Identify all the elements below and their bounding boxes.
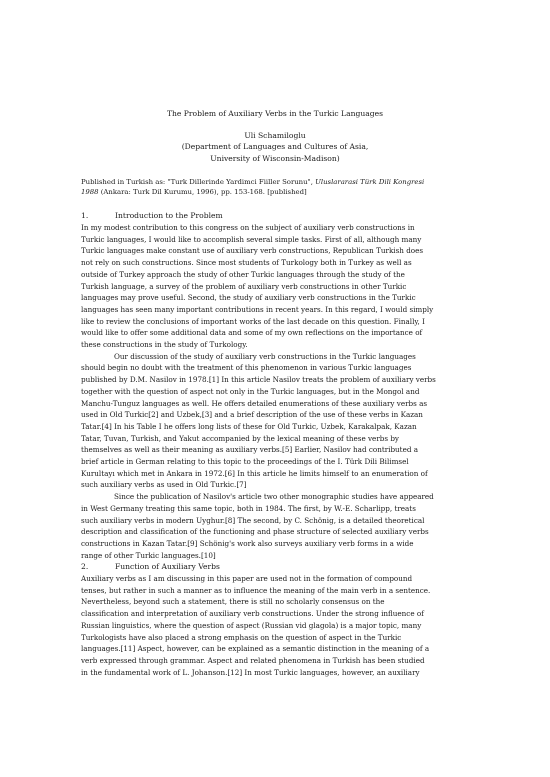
publication-note-text: Published in Turkish as: "Turk Dillerinde Yardimci Fiiller Sorunu", xyxy=(81,178,316,186)
text-line: such auxiliary verbs in modern Uyghur.[8] The second, by C. Schönig, is a detailed theoretical xyxy=(81,515,425,525)
text-line: languages.[11] Aspect, however, can be explained as a semantic distinction in the meaning of a xyxy=(81,644,430,654)
paper-title: The Problem of Auxiliary Verbs in the Turkic Languages xyxy=(166,109,384,118)
text-line: constructions in Kazan Tatar.[9] Schönig's work also surveys auxiliary verb forms in a wide xyxy=(81,538,414,548)
text-line: verb expressed through grammar. Aspect and related phenomena in Turkish has been studied xyxy=(81,655,425,665)
publication-note-italic-year: 1988 xyxy=(81,188,99,196)
section-heading-2 xyxy=(81,562,220,572)
text-line: classification and interpretation of auxiliary verb constructions. Under the strong influence of xyxy=(81,609,424,619)
section-title: Introduction to the Problem xyxy=(115,211,223,220)
text-line: Tatar.[4] In his Table I he offers long lists of these for Old Turkic, Uzbek, Karakalpak, Kazan xyxy=(81,421,417,431)
section-title: Function of Auxiliary Verbs xyxy=(115,562,220,571)
text-line: in West Germany treating this same topic, both in 1984. The first, by W.-E. Scharlipp, treats xyxy=(81,503,416,513)
text-line: range of other Turkic languages.[10] xyxy=(81,550,216,560)
publication-note-line-1 xyxy=(81,177,481,187)
author-affiliation-line-1: (Department of Languages and Cultures of Asia, xyxy=(181,142,369,151)
text-line: such auxiliary verbs as used in Old Turkic.[7] xyxy=(81,480,247,490)
text-line: in the fundamental work of L. Johanson.[12] In most Turkic languages, however, an auxiliary xyxy=(81,667,420,677)
text-line: Turkologists have also placed a strong emphasis on the question of aspect in the Turkic xyxy=(81,632,402,642)
text-line: themselves as well as their meaning as auxiliary verbs.[5] Earlier, Nasilov had contributed a xyxy=(81,445,418,455)
text-line: description and classification of the functioning and phase structure of selected auxiliary verbs xyxy=(81,527,429,537)
text-line: outside of Turkey approach the study of other Turkic languages through the study of the xyxy=(81,269,405,279)
text-line: Since the publication of Nasilov's article two other monographic studies have appeared xyxy=(114,492,434,502)
text-line: Turkic languages make constant use of auxiliary verb constructions, Republican Turkish does xyxy=(81,246,424,256)
text-line: used in Old Turkic[2] and Uzbek,[3] and a brief description of the use of these verbs in Kazan xyxy=(81,410,423,420)
text-line: Nevertheless, beyond such a statement, there is still no scholarly consensus on the xyxy=(81,597,385,607)
text-line: Turkic languages, I would like to accomplish several simple tasks. First of all, although many xyxy=(81,234,422,244)
text-line: should begin no doubt with the treatment of this phenomenon in various Turkic languages xyxy=(81,363,412,373)
author-affiliation-line-2: University of Wisconsin-Madison) xyxy=(210,154,340,163)
text-line: Tatar, Tuvan, Turkish, and Yakut accompanied by the lexical meaning of these verbs by xyxy=(81,433,399,443)
text-line: not rely on such constructions. Since most students of Turkology both in Turkey as well as xyxy=(81,258,412,268)
text-line: languages may prove useful. Second, the study of auxiliary verb constructions in the Turkic xyxy=(81,293,416,303)
text-line: like to review the conclusions of important works of the last decade on this question. Finally, I xyxy=(81,316,425,326)
text-line: Turkish language, a survey of the problem of auxiliary verb constructions in other Turkic xyxy=(81,281,407,291)
publication-note-italic: Uluslararasi Türk Dili Kongresi xyxy=(315,178,425,186)
text-line: tenses, but rather in such a manner as to influence the meaning of the main verb in a sentence. xyxy=(81,585,431,595)
text-line: would like to offer some additional data and some of my own reflections on the importance of xyxy=(81,328,423,338)
publication-note-text: (Ankara: Turk Dil Kurumu, 1996), pp. 153-168. [published] xyxy=(98,188,307,196)
section-number: 1. xyxy=(81,211,89,220)
text-line: Russian linguistics, where the question of aspect (Russian vid glagola) is a major topic, many xyxy=(81,620,422,630)
text-line: published by D.M. Nasilov in 1978.[1] In this article Nasilov treats the problem of auxiliary verbs xyxy=(81,375,436,385)
text-line: brief article in German relating to this topic to the proceedings of the I. Türk Dili Bilimsel xyxy=(81,457,409,466)
text-line: these constructions in the study of Turkology. xyxy=(81,340,248,349)
text-line: together with the question of aspect not only in the Turkic languages, but in the Mongol and xyxy=(81,386,420,396)
text-line: In my modest contribution to this congress on the subject of auxiliary verb constructions in xyxy=(81,223,415,232)
author-name: Uli Schamiloglu xyxy=(244,131,306,140)
text-line: Our discussion of the study of auxiliary verb constructions in the Turkic languages xyxy=(114,351,416,361)
publication-note-line-2 xyxy=(81,187,481,197)
text-line: Auxiliary verbs as I am discussing in this paper are used not in the formation of compound xyxy=(81,574,413,583)
section-number: 2. xyxy=(81,562,89,571)
text-line: languages has seen many important contributions in recent years. In this regard, I would simply xyxy=(81,304,434,314)
text-line: Kurultayı which met in Ankara in 1972.[6] In this article he limits himself to an enumeration of xyxy=(81,468,428,478)
section-heading-1 xyxy=(81,211,223,221)
text-line: Manchu-Tunguz languages as well. He offers detailed enumerations of these auxiliary verbs as xyxy=(81,398,428,408)
